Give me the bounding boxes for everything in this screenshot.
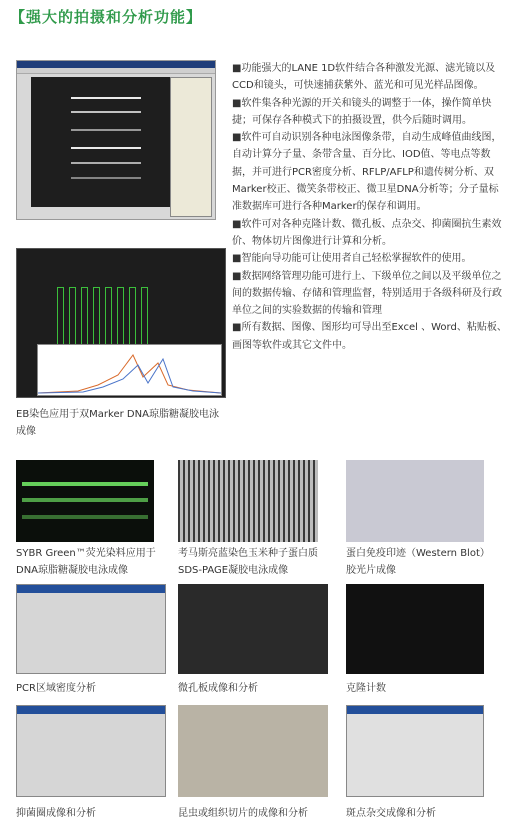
colony-count-image bbox=[346, 584, 484, 674]
sybr-gel-image bbox=[16, 460, 154, 542]
window-titlebar bbox=[17, 61, 215, 68]
software-screenshot bbox=[16, 60, 216, 220]
gallery-caption: 昆虫或组织切片的成像和分析 bbox=[178, 808, 308, 819]
settings-panel bbox=[170, 77, 212, 217]
gallery-caption: 考马斯亮蓝染色玉米种子蛋白质SDS-PAGE凝胶电泳成像 bbox=[178, 548, 318, 576]
dot-blot-screenshot bbox=[346, 705, 484, 797]
main-caption: EB染色应用于双Marker DNA琼脂糖凝胶电泳成像 bbox=[16, 409, 219, 437]
peak-curve-plot bbox=[37, 344, 222, 396]
gel-image bbox=[31, 77, 171, 207]
insect-section-image bbox=[178, 705, 328, 797]
section-title: 【强大的拍摄和分析功能】 bbox=[10, 8, 203, 26]
pcr-analysis-screenshot bbox=[16, 584, 166, 674]
western-blot-image bbox=[346, 460, 484, 542]
gallery-caption: PCR区域密度分析 bbox=[16, 683, 96, 694]
gallery-caption: 克隆计数 bbox=[346, 683, 386, 694]
feature-item: ■数据网络管理功能可进行上、下级单位之间以及平级单位之间的数据传输、存储和管理监督，特别适用于各级科研及行政单位之间的实验数据的传输和管理 bbox=[232, 270, 502, 317]
gallery-caption: 斑点杂交成像和分析 bbox=[346, 808, 436, 819]
gallery-caption: SYBR Green™荧光染料应用于DNA琼脂糖凝胶电泳成像 bbox=[16, 548, 156, 576]
feature-item: ■智能向导功能可让使用者自己轻松掌握软件的使用。 bbox=[232, 253, 472, 265]
gallery-caption: 抑菌圈成像和分析 bbox=[16, 808, 96, 819]
feature-item: ■软件可对各种克隆计数、微孔板、点杂交、抑菌圈抗生素效价、物体切片图像进行计算和分析。 bbox=[232, 218, 502, 247]
gallery-caption: 微孔板成像和分析 bbox=[178, 683, 258, 694]
inhibition-zone-screenshot bbox=[16, 705, 166, 797]
gel-analysis-screenshot bbox=[16, 248, 226, 398]
feature-item: ■所有数据、图像、图形均可导出至Excel 、Word、粘贴板、画图等软件或其它文件中。 bbox=[232, 322, 507, 351]
feature-item: ■软件集各种光源的开关和镜头的调整于一体，操作简单快捷；可保存各种模式下的拍摄设置，供今后随时调用。 bbox=[232, 97, 492, 126]
feature-item: ■软件可自动识别各种电泳图像条带，自动生成峰值曲线图，自动计算分子量、条带含量、百分比、IOD值、等电点等数据，并可进行PCR密度分析、RFLP/AFLP和遗传树分析、双Marker校正、微笑条带校正、微卫星DNA分析等；分子量标准数据库可进行各种Marker的保存和调用。 bbox=[232, 132, 502, 213]
gallery-caption: 蛋白免疫印迹（Western Blot）胶光片成像 bbox=[346, 548, 485, 576]
microplate-screenshot bbox=[178, 584, 328, 674]
feature-list bbox=[232, 60, 508, 354]
feature-item: ■功能强大的LANE 1D软件结合各种激发光源、滤光镜以及CCD和镜头，可快速捕获紫外、蓝光和可见光样品图像。 bbox=[232, 63, 496, 92]
window-toolbar bbox=[17, 68, 215, 74]
sds-page-image bbox=[178, 460, 318, 542]
gel-lanes bbox=[57, 287, 147, 347]
